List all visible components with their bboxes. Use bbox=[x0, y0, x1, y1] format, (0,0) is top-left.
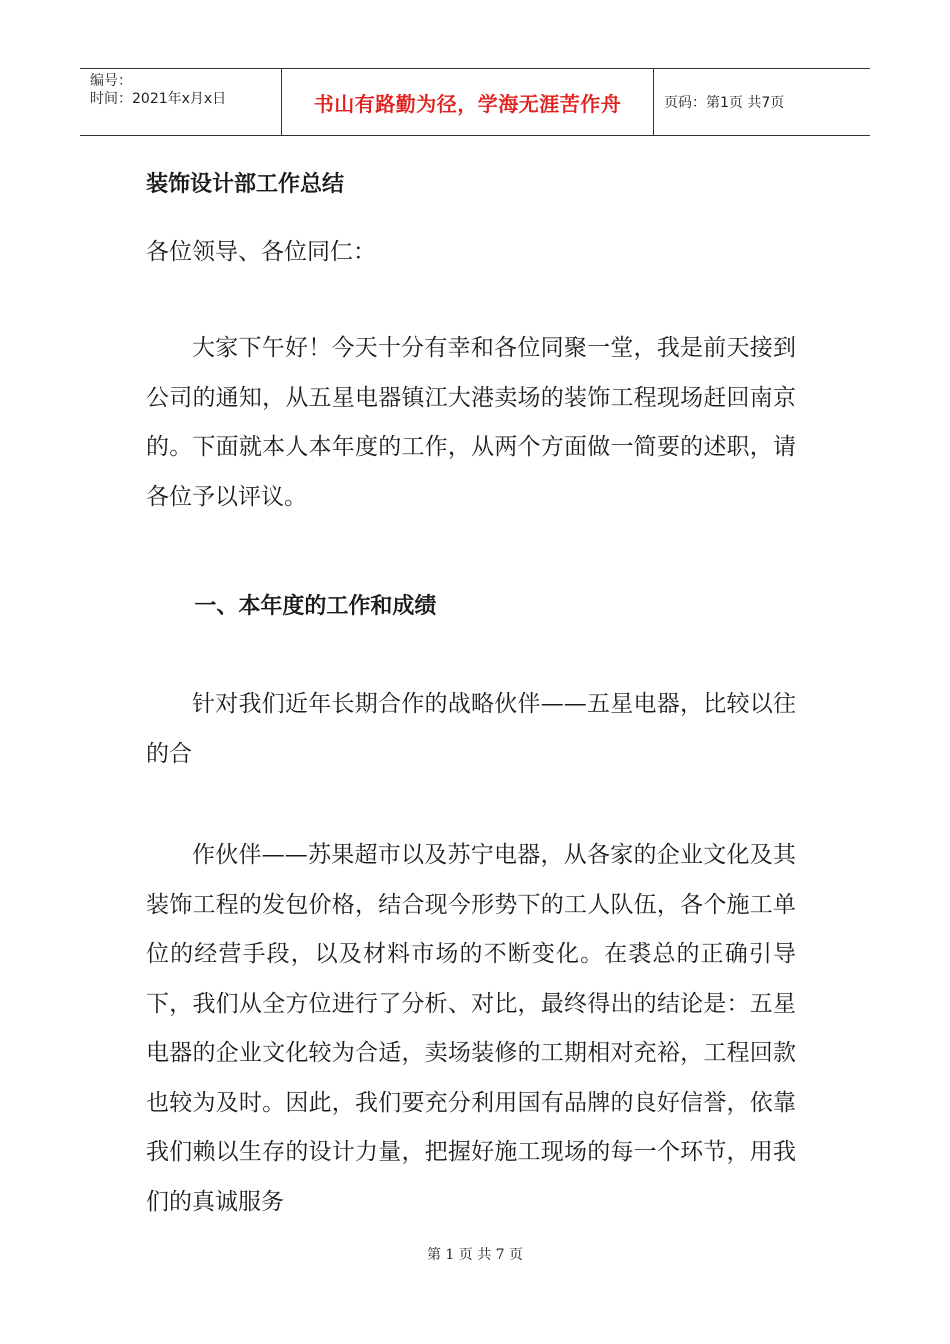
header-table bbox=[80, 68, 870, 136]
section-heading: 一、本年度的工作和成绩 bbox=[194, 594, 437, 619]
document-date-label: 时间：2021年x月x日 bbox=[90, 91, 227, 107]
paragraph-partners-analysis: 作伙伴——苏果超市以及苏宁电器，从各家的企业文化及其装饰工程的发包价格，结合现今形势下的工人队伍，各个施工单位的经营手段，以及材料市场的不断变化。在裘总的正确引导下，我们从全方位进行了分析、对比，最终得出的结论是：五星电器的企业文化较为合适，卖场装修的工期相对充裕，工程回款也较为及时。因此，我们要充分利用国有品牌的良好信誉，依靠我们赖以生存的设计力量，把握好施工现场的每一个环节，用我们的真诚服务 bbox=[146, 842, 796, 1215]
document-title: 装饰设计部工作总结 bbox=[146, 172, 345, 197]
paragraph-opening: 大家下午好！今天十分有幸和各位同聚一堂，我是前天接到公司的通知，从五星电器镇江大港卖场的装饰工程现场赶回南京的。下面就本人本年度的工作，从两个方面做一简要的述职，请各位予以评议。 bbox=[146, 335, 796, 510]
document-number-label: 编号： bbox=[90, 73, 132, 89]
salutation: 各位领导、各位同仁： bbox=[146, 239, 376, 265]
header-motto: 书山有路勤为径，学海无涯苦作舟 bbox=[282, 69, 654, 135]
paragraph-partners-intro: 针对我们近年长期合作的战略伙伴——五星电器，比较以往的合 bbox=[146, 691, 796, 767]
header-page-info: 页码：第1页 共7页 bbox=[664, 95, 785, 111]
header-meta-cell bbox=[80, 69, 282, 135]
page-footer: 第 1 页 共 7 页 bbox=[426, 1247, 524, 1263]
document-body bbox=[146, 160, 796, 1227]
